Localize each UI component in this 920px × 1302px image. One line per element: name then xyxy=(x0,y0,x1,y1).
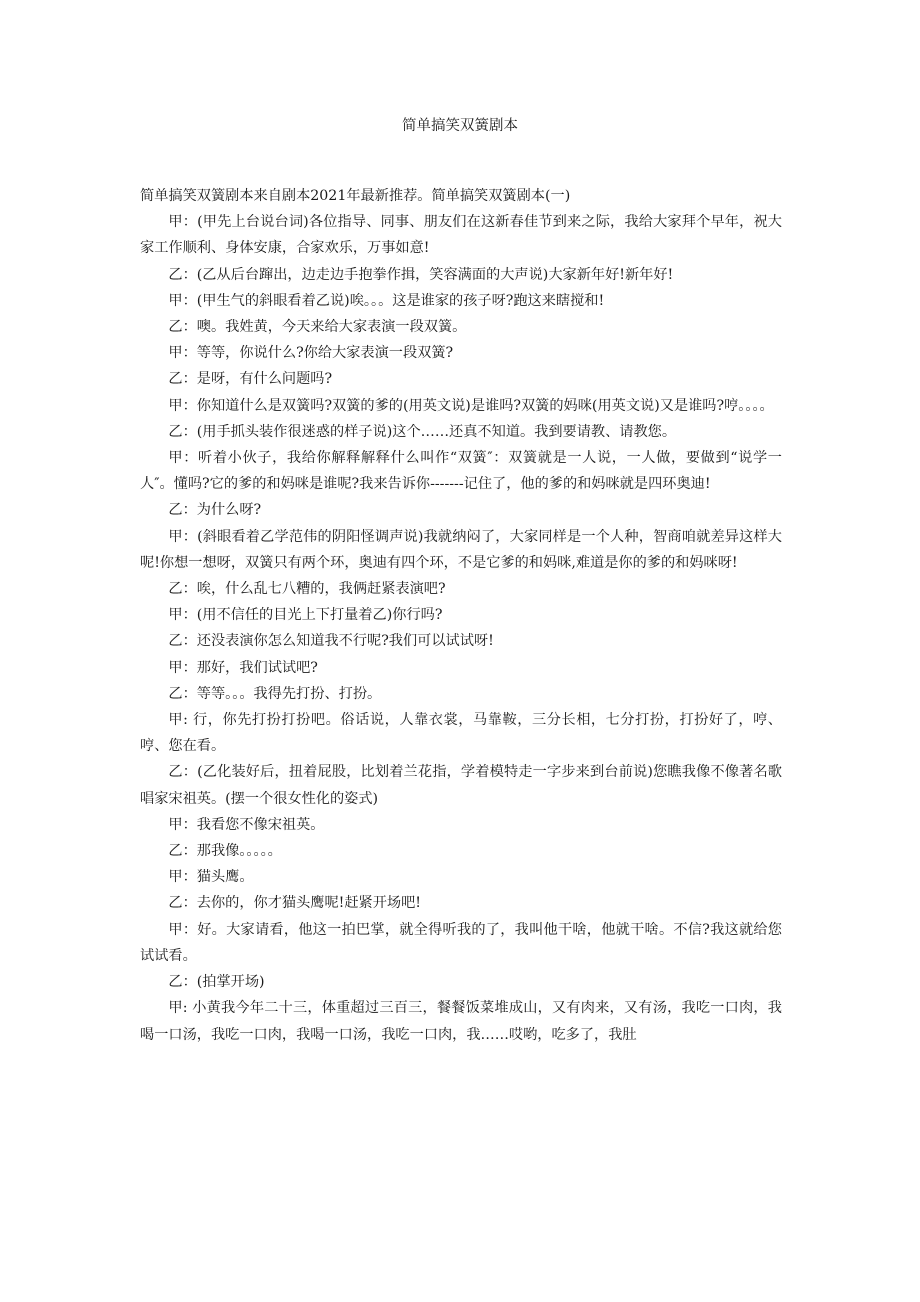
dialogue-list xyxy=(140,209,782,1048)
dialogue-paragraph: 乙：唉，什么乱七八糟的，我俩赶紧表演吧? xyxy=(168,581,446,598)
dialogue-paragraph: 甲：等等，你说什么?你给大家表演一段双簧? xyxy=(168,345,454,362)
dialogue-paragraph: 甲：(甲生气的斜眼看着乙说)唉。。。这是谁家的孩子呀?跑这来瞎搅和! xyxy=(168,292,605,309)
dialogue-paragraph: 乙：还没表演你怎么知道我不行呢?我们可以试试呀! xyxy=(168,633,494,650)
intro-paragraph: 简单搞笑双簧剧本来自剧本2021年最新推荐。简单搞笑双簧剧本(一) xyxy=(140,188,571,204)
dialogue-paragraph: 乙：是呀，有什么问题吗? xyxy=(168,371,333,388)
dialogue-paragraph: 甲：(斜眼看着乙学范伟的阴阳怪调声说)我就纳闷了，大家同样是一个人种，智商咱就差异这样大呢!你想一想呀，双簧只有两个环，奥迪有四个环，不是它爹的和妈咪,难道是你的爹的和妈咪呀! xyxy=(140,528,782,571)
dialogue-paragraph: 甲：(甲先上台说台词)各位指导、同事、朋友们在这新春佳节到来之际，我给大家拜个早年，祝大家工作顺利、身体安康，合家欢乐，万事如意! xyxy=(140,214,782,257)
dialogue-paragraph: 乙：去你的，你才猫头鹰呢!赶紧开场吧! xyxy=(168,895,421,912)
dialogue-paragraph: 乙：(乙化装好后，扭着屁股，比划着兰花指，学着模特走一字步来到台前说)您瞧我像不像著名歌唱家宋祖英。(摆一个很女性化的姿式) xyxy=(140,764,782,807)
dialogue-paragraph: 甲: 小黄我今年二十三，体重超过三百三，餐餐饭菜堆成山，又有肉来，又有汤，我吃一口肉，我喝一口汤，我吃一口肉，我喝一口汤，我吃一口肉，我……哎哟，吃多了，我肚 xyxy=(140,1000,782,1043)
dialogue-paragraph: 乙：(拍掌开场) xyxy=(168,974,265,991)
document-body xyxy=(140,183,782,1048)
dialogue-paragraph: 甲：你知道什么是双簧吗?双簧的爹的(用英文说)是谁吗?双簧的妈咪(用英文说)又是谁吗?哼。。。。 xyxy=(168,397,774,414)
dialogue-paragraph: 乙：为什么呀? xyxy=(168,502,262,519)
dialogue-paragraph: 乙：那我像。。。。。 xyxy=(168,843,282,860)
dialogue-paragraph: 甲：我看您不像宋祖英。 xyxy=(168,816,325,833)
dialogue-paragraph: 甲：(用不信任的目光上下打量着乙)你行吗? xyxy=(168,607,443,624)
dialogue-paragraph: 甲：听着小伙子，我给你解释解释什么叫作“双簧″：双簧就是一人说，一人做，要做到“说学一人″。懂吗?它的爹的和妈咪是谁呢?我来告诉你-------记住了，他的爹的和妈咪就是四环奥迪! xyxy=(140,450,782,493)
dialogue-paragraph: 甲: 行，你先打扮打扮吧。俗话说，人靠衣裳，马靠鞍，三分长相，七分打扮，打扮好了，哼、哼、您在看。 xyxy=(140,712,782,755)
document-title: 简单搞笑双簧剧本 xyxy=(402,118,518,134)
dialogue-paragraph: 乙：(用手抓头装作很迷惑的样子说)这个……还真不知道。我到要请教、请教您。 xyxy=(168,423,677,440)
dialogue-paragraph: 乙：等等。。。我得先打扮、打扮。 xyxy=(168,685,382,702)
dialogue-paragraph: 乙：噢。我姓黄，今天来给大家表演一段双簧。 xyxy=(168,319,467,336)
dialogue-paragraph: 乙：(乙从后台蹿出，边走边手抱拳作揖，笑容满面的大声说)大家新年好!新年好! xyxy=(168,266,674,283)
dialogue-paragraph: 甲：猫头鹰。 xyxy=(168,869,254,886)
dialogue-paragraph: 甲：好。大家请看，他这一拍巴掌，就全得听我的了，我叫他干啥，他就干啥。不信?我这就给您试试看。 xyxy=(140,921,782,964)
dialogue-paragraph: 甲：那好，我们试试吧? xyxy=(168,659,318,676)
